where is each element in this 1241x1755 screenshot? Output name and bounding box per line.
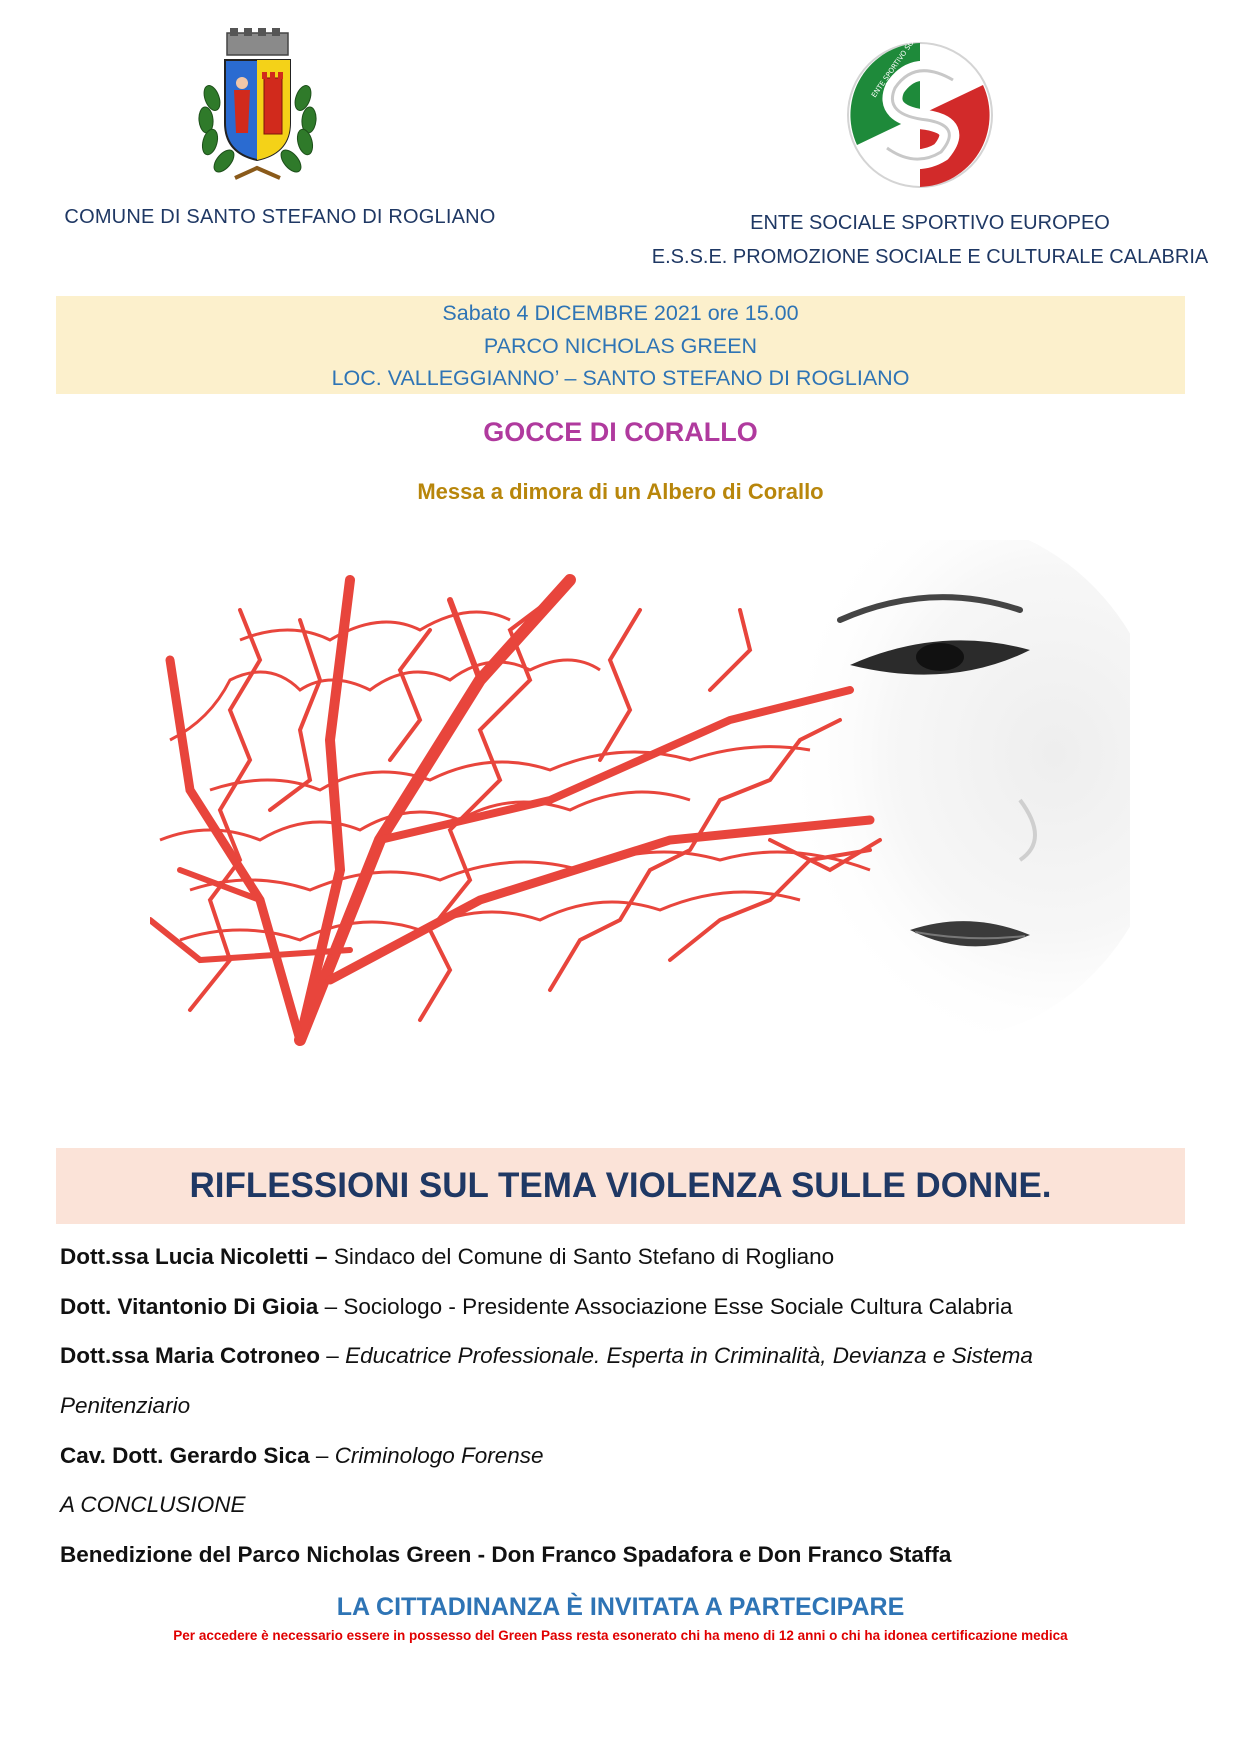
- municipal-coat-of-arms: [190, 28, 325, 193]
- speaker-1-name: Dott.ssa Lucia Nicoletti –: [60, 1244, 328, 1269]
- conclusion-label: A CONCLUSIONE: [60, 1492, 246, 1517]
- event-place: PARCO NICHOLAS GREEN: [483, 333, 758, 358]
- speaker-3-name: Dott.ssa Maria Cotroneo: [60, 1343, 321, 1368]
- esse-sport-logo: [845, 40, 995, 190]
- speaker-2-role: – Sociologo - Presidente Associazione Esse Sociale Cultura Calabria: [318, 1294, 1013, 1319]
- event-info-band: [56, 296, 1185, 394]
- green-pass-notice: Per accedere è necessario essere in possesso del Green Pass resta esonerato chi ha meno di 12 anni o chi ha idonea certificazione medica: [173, 1628, 1068, 1643]
- speaker-2: [60, 1294, 1220, 1320]
- speaker-4: [60, 1443, 1220, 1469]
- invitation-heading: LA CITTADINANZA È INVITATA A PARTECIPARE: [336, 1593, 905, 1621]
- coral-face-illustration: [150, 540, 1130, 1050]
- speaker-3-sep: –: [320, 1343, 346, 1368]
- event-date: Sabato 4 DICEMBRE 2021 ore 15.00: [442, 301, 799, 325]
- speaker-4-name: Cav. Dott. Gerardo Sica: [60, 1443, 310, 1468]
- logo-ring-text: ENTE SPORTIVO: [870, 48, 909, 100]
- speaker-1: [60, 1244, 1220, 1270]
- event-location: LOC. VALLEGGIANNO’ – SANTO STEFANO DI ROGLIANO: [331, 366, 910, 390]
- speaker-3-continued: [60, 1393, 1220, 1419]
- organization-line-1: ENTE SOCIALE SPORTIVO EUROPEO: [750, 212, 1110, 234]
- theme-heading: RIFLESSIONI SUL TEMA VIOLENZA SULLE DONNE.: [56, 1148, 1185, 1224]
- speaker-4-role: Criminologo Forense: [334, 1443, 544, 1468]
- event-subtitle: Messa a dimora di un Albero di Corallo: [417, 479, 824, 504]
- speaker-3-role: Educatrice Professionale. Esperta in Criminalità, Devianza e Sistema: [345, 1343, 1033, 1368]
- organization-line-2: E.S.S.E. PROMOZIONE SOCIALE E CULTURALE CALABRIA: [651, 246, 1209, 268]
- speaker-3-role-cont: Penitenziario: [60, 1393, 191, 1418]
- blessing-line: Benedizione del Parco Nicholas Green - Don Franco Spadafora e Don Franco Staffa: [60, 1542, 952, 1567]
- speaker-3: [60, 1343, 1220, 1369]
- speaker-2-name: Dott. Vitantonio Di Gioia: [60, 1294, 319, 1319]
- speaker-4-sep: –: [309, 1443, 335, 1468]
- organization-name: [640, 206, 1220, 274]
- event-title: GOCCE DI CORALLO: [483, 417, 758, 447]
- speaker-1-role: Sindaco del Comune di Santo Stefano di Rogliano: [327, 1244, 835, 1269]
- municipality-name: COMUNE DI SANTO STEFANO DI ROGLIANO: [64, 206, 496, 228]
